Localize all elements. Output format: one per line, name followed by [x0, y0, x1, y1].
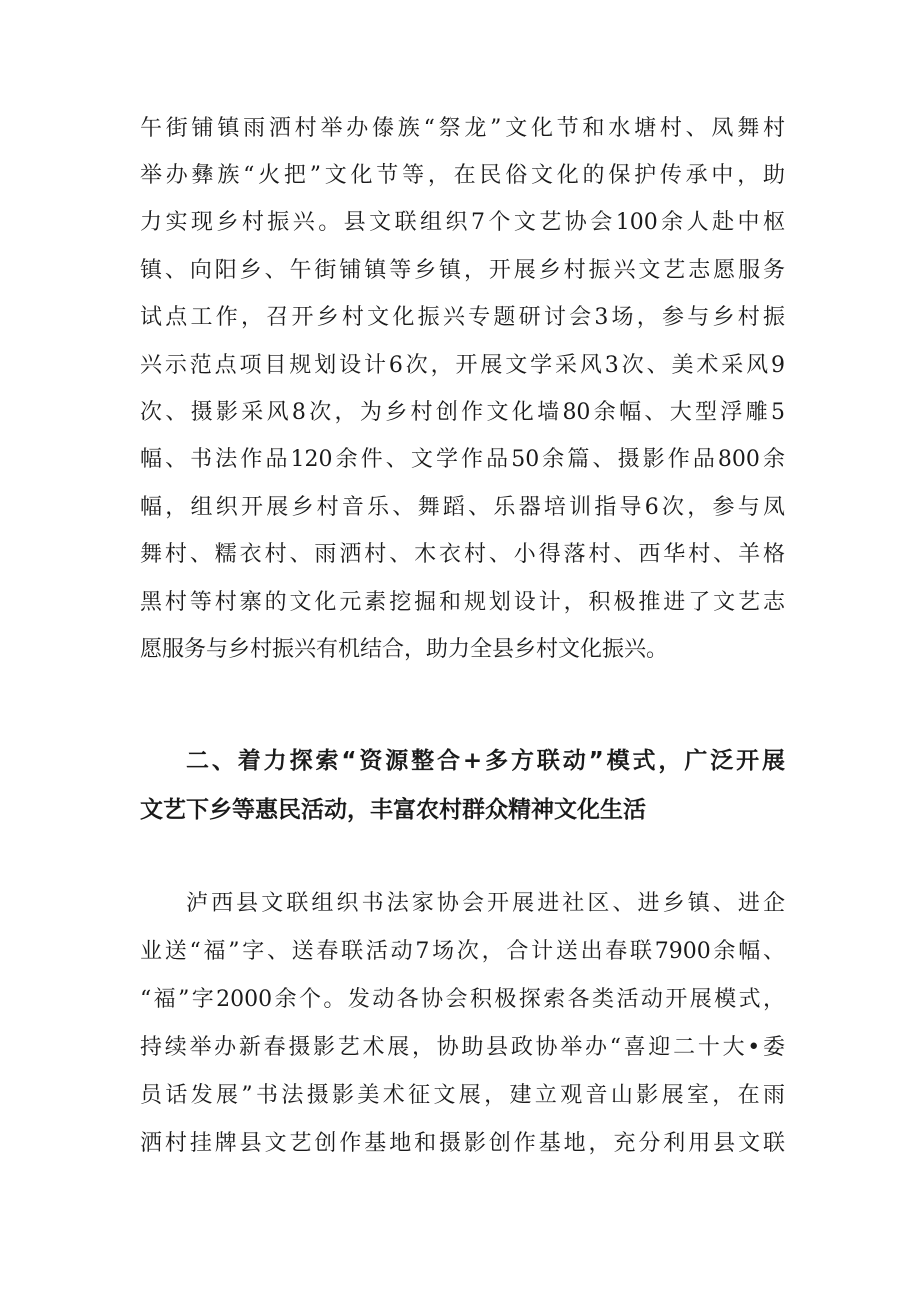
paragraph-line: “福”字2000余个。发动各协会积极探索各类活动开展模式， [140, 987, 785, 1012]
paragraph-line: 愿服务与乡村振兴有机结合，助力全县乡村文化振兴。 [140, 637, 669, 662]
paragraph-line: 业送“福”字、送春联活动7场次，合计送出春联7900余幅、 [140, 939, 785, 964]
paragraph-line: 洒村挂牌县文艺创作基地和摄影创作基地，充分利用县文联 [140, 1131, 785, 1156]
paragraph-line: 镇、向阳乡、午街铺镇等乡镇，开展乡村振兴文艺志愿服务 [140, 258, 785, 283]
paragraph-line: 幅，组织开展乡村音乐、舞蹈、乐器培训指导6次，参与凤 [140, 495, 785, 520]
paragraph-line: 舞村、糯衣村、雨洒村、木衣村、小得落村、西华村、羊格 [140, 542, 785, 567]
paragraph-line: 泸西县文联组织书法家协会开展进社区、进乡镇、进企 [186, 891, 785, 916]
paragraph-line: 兴示范点项目规划设计6次，开展文学采风3次、美术采风9 [140, 353, 785, 378]
paragraph-line: 员话发展”书法摄影美术征文展，建立观音山影展室，在雨 [140, 1083, 785, 1108]
heading-line: 二、着力探索“资源整合+多方联动”模式，广泛开展 [186, 748, 785, 774]
paragraph-line: 举办彝族“火把”文化节等，在民俗文化的保护传承中，助 [140, 163, 785, 188]
paragraph-line: 幅、书法作品120余件、文学作品50余篇、摄影作品800余 [140, 447, 785, 472]
heading-line: 文艺下乡等惠民活动，丰富农村群众精神文化生活 [140, 797, 646, 823]
paragraph-line: 试点工作，召开乡村文化振兴专题研讨会3场，参与乡村振 [140, 305, 785, 330]
paragraph-line: 黑村等村寨的文化元素挖掘和规划设计，积极推进了文艺志 [140, 590, 785, 615]
paragraph-line: 次、摄影采风8次，为乡村创作文化墙80余幅、大型浮雕5 [140, 400, 785, 425]
paragraph-line: 持续举办新春摄影艺术展，协助县政协举办“喜迎二十大•委 [140, 1035, 785, 1060]
paragraph-line: 午街铺镇雨洒村举办傣族“祭龙”文化节和水塘村、凤舞村 [140, 116, 785, 141]
paragraph-line: 力实现乡村振兴。县文联组织7个文艺协会100余人赴中枢 [140, 210, 785, 235]
